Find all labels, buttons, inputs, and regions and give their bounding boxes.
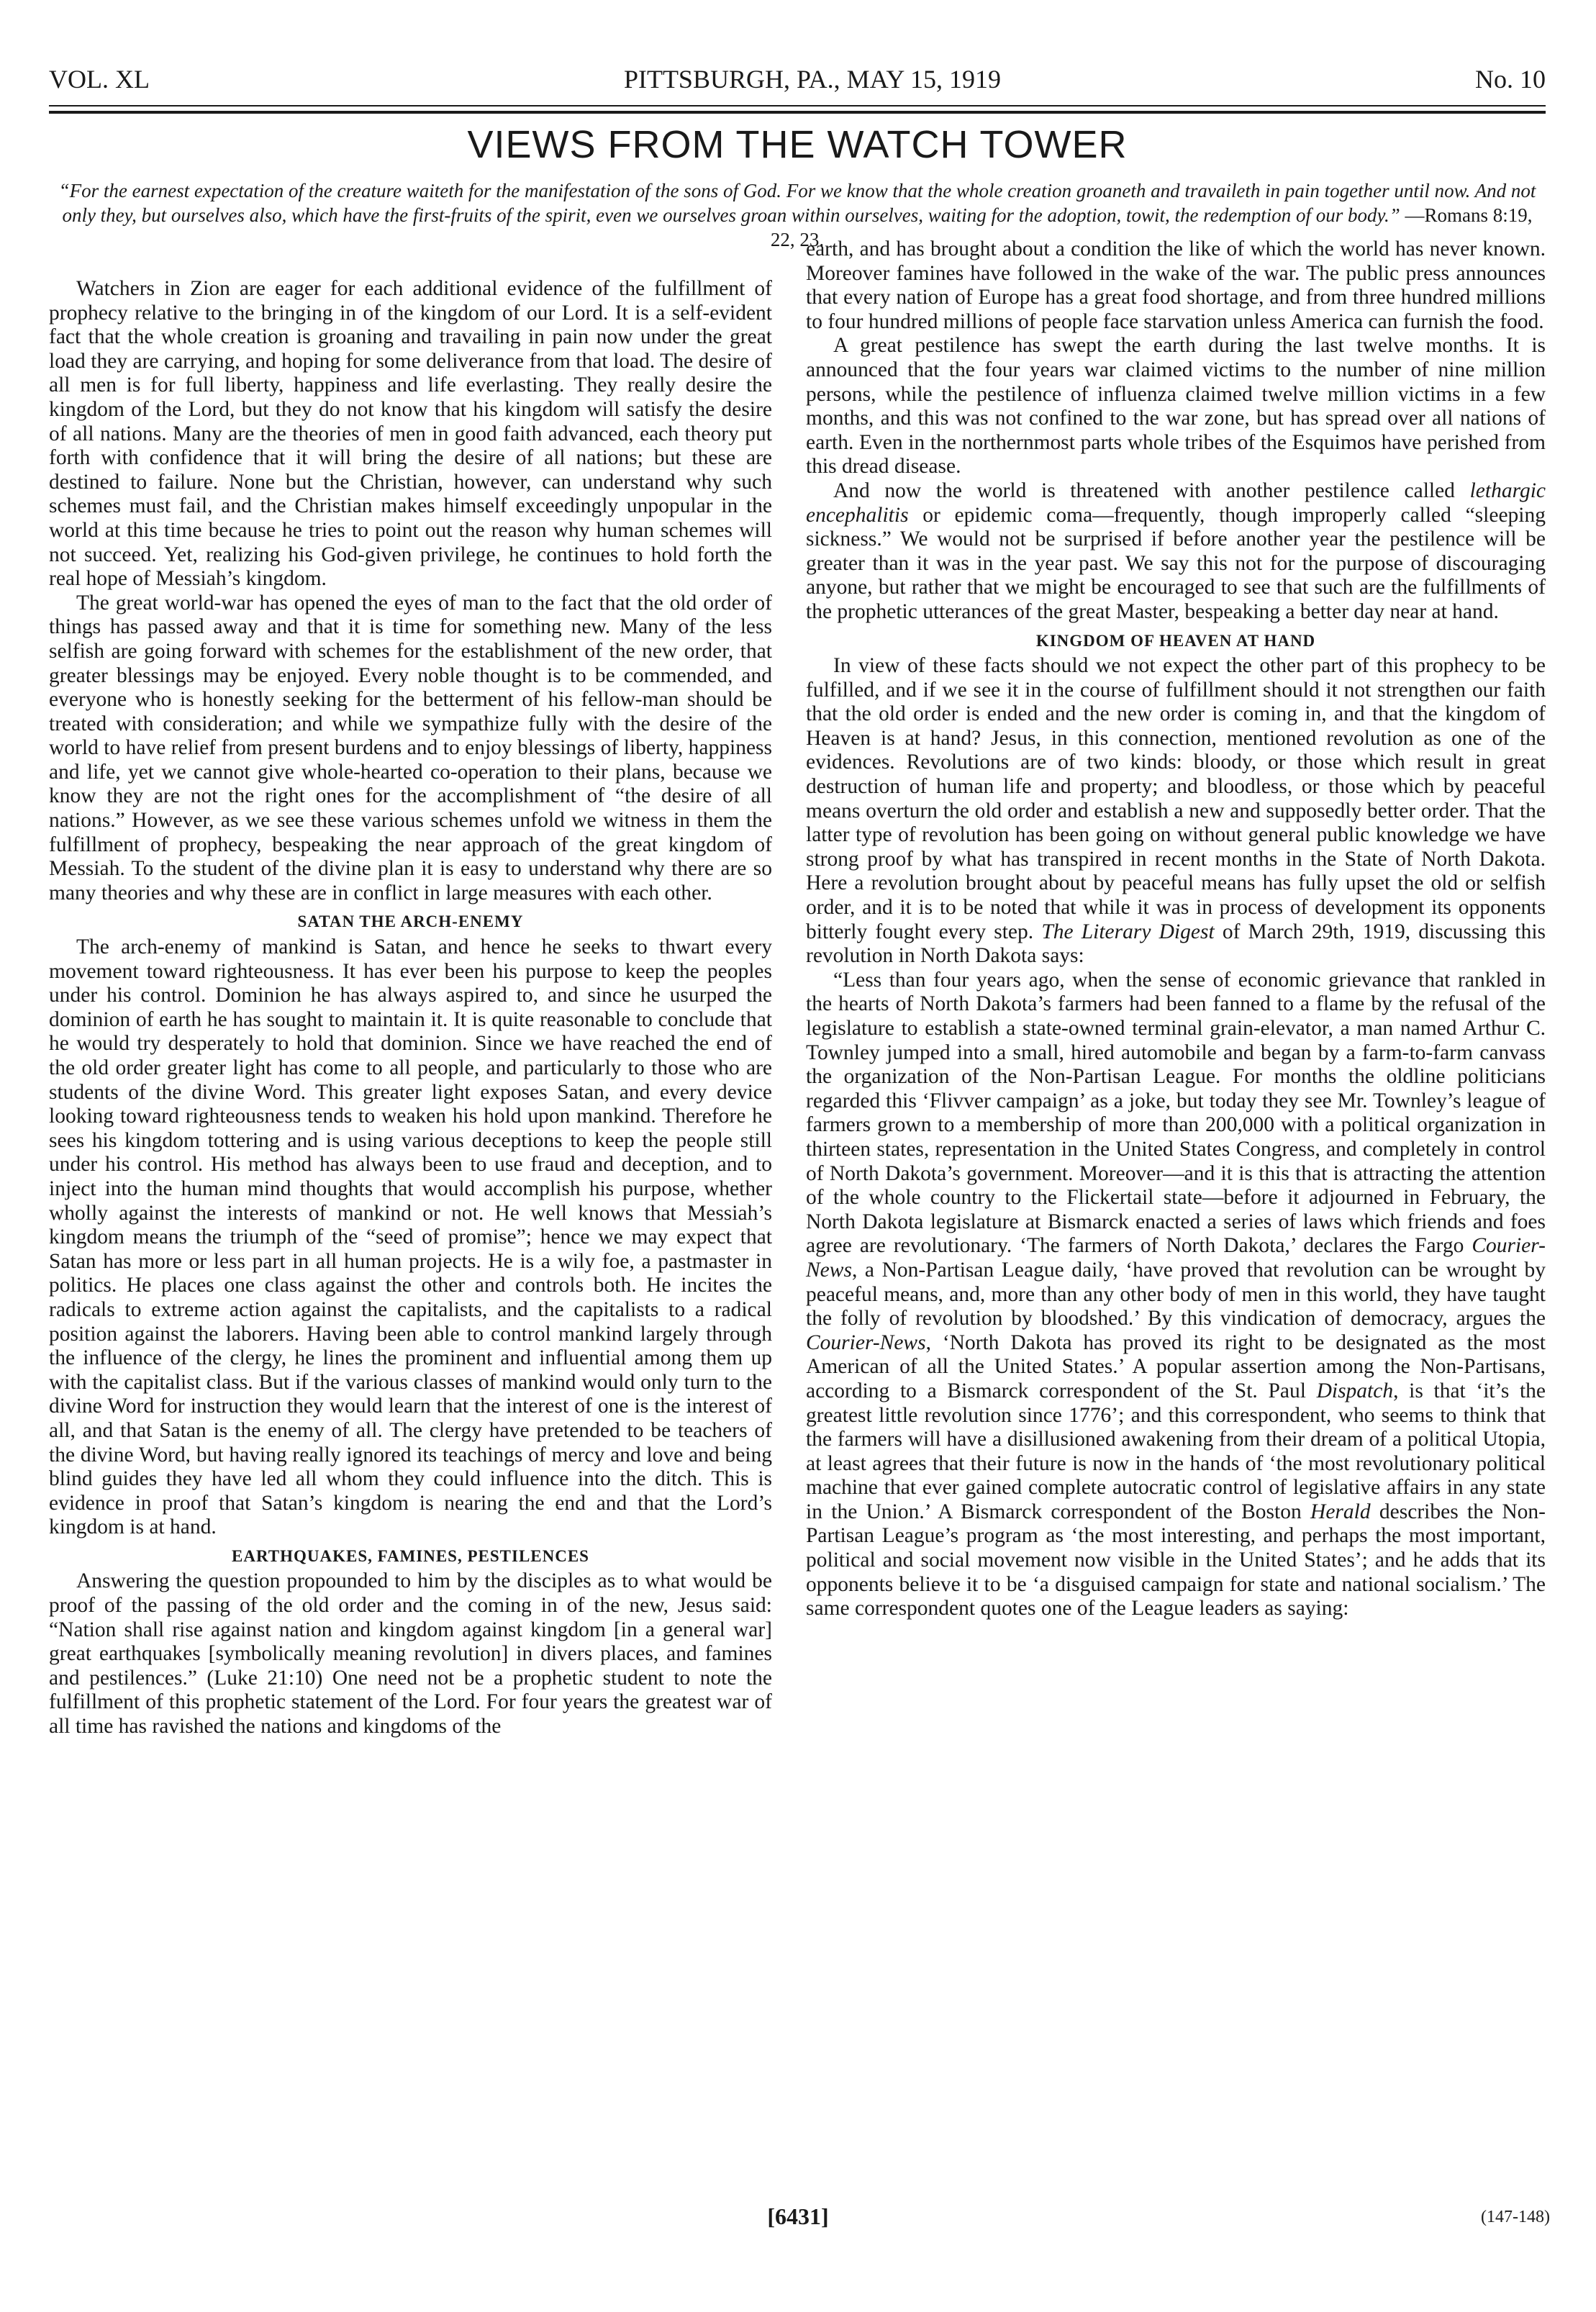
publication-title: Courier-News <box>806 1234 1546 1282</box>
text-run: or epidemic coma—frequently, though improperly called “sleeping sickness.” We would not be surprised if before another year the pestilence will be greater than it was in the year past. We say this not for the purpose of discouraging anyone, but rather that we might be encouraged to see that such are the fulfillments of the prophetic utterances of the great Master, bespeaking a better day near at hand. <box>806 503 1546 623</box>
epigraph-text: “For the earnest expectation of the creature waiteth for the manifestation of the sons of God. For we know that the whole creation groaneth and travaileth in pain together until now. And not only they, but ourselves also, which have the first-fruits of the spirit, even we ourselves groan within ourselves, waiting for the adoption, towit, the redemption of our body.” <box>58 180 1536 226</box>
quoted-paragraph <box>806 969 1546 1621</box>
text-run: of March 29th, 1919, discussing this revolution in North Dakota says: <box>806 920 1546 968</box>
masthead <box>49 56 1546 102</box>
page-title: VIEWS FROM THE WATCH TOWER <box>467 123 1128 166</box>
paragraph: The great world-war has opened the eyes of man to the fact that the old order of things has passed away and that it is time for something new. Many of the less selfish are going forward with schemes for the establishment of the new order, that greater blessings may be enjoyed. Every noble thought is to be commended, and everyone who is honestly seeking for the betterment of his fellow-man should be treated with consideration; and while we sympathize fully with the desire of the world to have relief from present burdens and to enjoy blessings of liberty, happiness and life, yet we cannot give whole-hearted co-operation to their plans, because we know they are not the right ones for the accomplishment of “the desire of all nations.” However, as we see these various schemes unfold we witness in them the fulfillment of prophecy, bespeaking the near approach of the great kingdom of Messiah. To the student of the divine plan it is easy to understand why there are so many theories and why these are in conflict in large measures with each other. <box>49 591 772 905</box>
text-run: describes the Non-Partisan League’s program as ‘the most interesting, and perhaps the most important, political and social movement now visible in the United States’; and he adds that its opponents believe it to be ‘a disguised campaign for state and national socialism.’ The same correspondent quotes one of the League leaders as saying: <box>806 1500 1546 1620</box>
text-run: And now the world is threatened with another pestilence called <box>833 479 1470 502</box>
section-heading: SATAN THE ARCH-ENEMY <box>297 912 524 931</box>
paragraph <box>806 654 1546 969</box>
paragraph <box>806 479 1546 625</box>
paragraph: Watchers in Zion are eager for each additional evidence of the fulfillment of prophecy relative to the bringing in of the kingdom of our Lord. It is a self-evident fact that the whole creation is groaning and travailing in pain now under the great load they are carrying, and hoping for some deliverance from that load. The desire of all men is for full liberty, happiness and life everlasting. They really desire the kingdom of the Lord, but they do not know that his kingdom will satisfy the desire of all nations. Many are the theories of men in good faith advanced, each theory put forth with confidence that it will bring the desire of all nations; but these are destined to failure. None but the Christian, however, can understand why such schemes must fail, and the Christian makes himself exceedingly unpopular in the world at this time because he tries to point out the reason why human schemes will not succeed. Yet, realizing his God-given privilege, he continues to hold forth the real hope of Messiah’s kingdom. <box>49 277 772 591</box>
paragraph: The arch-enemy of mankind is Satan, and hence he seeks to thwart every movement toward righteousness. It has ever been his purpose to keep the peoples under his control. Dominion he has always aspired to, and since he usurped the dominion of earth he has sought to maintain it. It is quite reasonable to conclude that he would try desperately to hold that dominion. Since we have reached the end of the old order greater light has come to all people, and particularly to those who are students of the divine Word. This greater light exposes Satan, and every device looking toward righteousness tends to weaken his hold upon mankind. Therefore he sees his kingdom tottering and is using various deceptions to keep the people still under his control. His method has always been to use fraud and deception, and to inject into the human mind thoughts that would accomplish his purpose, whether wholly against the interests of mankind or not. He well knows that Messiah’s kingdom means the triumph of the “seed of promise”; hence we may expect that Satan has more or less part in all human projects. He is a wily foe, a pastmaster in politics. He places one class against the other and controls both. He incites the radicals to extreme action against the capitalists, and the capitalists to a radical position against the laborers. Having been able to control mankind largely through the influence of the clergy, he lines the prominent and influential among them up with the capitalist class. But if the various classes of mankind would only turn to the divine Word for instruction they would learn that the interest of one is the interest of all, and that Satan is the enemy of all. The clergy have pretended to be teachers of the divine Word, but having really ignored its teachings of mercy and love and being blind guides they have led all whom they could influence into the ditch. This is evidence in proof that Satan’s kingdom is nearing the end and that the Lord’s kingdom is at hand. <box>49 935 772 1539</box>
header-rule-bottom <box>49 111 1546 114</box>
place-date: PITTSBURGH, PA., MAY 15, 1919 <box>623 65 1002 94</box>
page-reference: (147-148) <box>1481 2208 1550 2226</box>
publication-title: The Literary Digest <box>1041 920 1215 943</box>
text-run: , is that ‘it’s the greatest little revolution since 1776’; and this correspondent, who seems to think that the farmers will have a disillusioned awakening from their dream of a political Utopia, at least agrees that their future is now in the hands of ‘the most revolutionary political machine that ever gained complete autocratic control of legislative affairs in any state in the Union.’ A Bismarck correspondent of the Boston <box>806 1379 1546 1523</box>
section-heading: EARTHQUAKES, FAMINES, PESTILENCES <box>232 1546 589 1565</box>
publication-title: Dispatch <box>1316 1379 1394 1402</box>
text-run: “Less than four years ago, when the sense of economic grievance that rankled in the hearts of North Dakota’s farmers had been fanned to a flame by the refusal of the legislature to establish a state-owned terminal grain-elevator, a man named Arthur C. Townley jumped into a small, hired automobile and began by a farm-to-farm canvass the organization of the Non-Partisan League. For months the oldline politicians regarded this ‘Flivver campaign’ as a joke, but today they see Mr. Townley’s league of farmers grown to a membership of more than 200,000 with a political organization in thirteen states, representation in the United States Congress, and completely in control of North Dakota’s government. Moreover—and it is this that is attracting the attention of the whole country to the Flickertail state—before it adjourned in February, the North Dakota legislature at Bismarck enacted a series of laws which friends and foes agree are revolutionary. ‘The farmers of North Dakota,’ declares the Fargo <box>806 968 1546 1258</box>
paragraph: A great pestilence has swept the earth during the last twelve months. It is announced that the four years war claimed victims to the number of nine million persons, while the pestilence of influenza claimed twelve million victims in a few months, and this was not confined to the war zone, but has spread over all nations of earth. Even in the northernmost parts whole tribes of the Esquimos have perished from this dread disease. <box>806 334 1546 479</box>
paragraph: Answering the question propounded to him by the disciples as to what would be proof of the passing of the old order and the coming in of the new, Jesus said: “Nation shall rise against nation and kingdom against kingdom [in a general war] great earthquakes [symbolically meaning revolution] in divers places, and famines and pestilences.” (Luke 21:10) One need not be a prophetic student to note the fulfillment of this prophetic statement of the Lord. For four years the greatest war of all time has ravished the nations and kingdoms of the <box>49 1569 772 1738</box>
issue-number: No. 10 <box>1475 65 1546 94</box>
text-run: In view of these facts should we not expect the other part of this prophecy to be fulfilled, and if we see it in the course of fulfillment should it not strengthen our faith that the old order is ended and the new order is coming in, and that the kingdom of Heaven is at hand? Jesus, in this connection, mentioned revolution as one of the evidences. Revolutions are of two kinds: bloody, or those which result in great destruction of human life and property; and bloodless, or those which by peaceful means overturn the old order and establish a new and supposedly better order. That the latter type of revolution has been going on without general public knowledge we have strong proof by what has transpired in recent months in the State of North Dakota. Here a revolution brought about by peaceful means has fully upset the old or selfish order, and it is to be noted that while it was in process of development its opponents bitterly fought every step. <box>806 654 1546 943</box>
publication-title: Herald <box>1310 1500 1371 1523</box>
left-column <box>49 277 772 1739</box>
epigraph-citation: —Romans 8:19, 22, 23. <box>770 204 1533 250</box>
header-rule-top <box>49 105 1546 106</box>
text-run: , a Non-Partisan League daily, ‘have proved that revolution can be wrought by peaceful means, and, more than any other body of men in this world, they have taught the folly of revolution by bloodshed.’ By this vindication of democracy, argues the <box>806 1258 1546 1330</box>
volume-label: VOL. XL <box>49 65 150 94</box>
right-column <box>806 237 1546 1621</box>
paragraph: earth, and has brought about a condition the like of which the world has never known. Moreover famines have followed in the wake of the war. The public press announces that every nation of Europe has a great food shortage, and from three hundred millions to four hundred millions of people face starvation unless America can furnish the food. <box>806 237 1546 333</box>
page-number: [6431] <box>767 2203 829 2229</box>
publication-title: Courier-News <box>806 1330 926 1354</box>
section-heading: KINGDOM OF HEAVEN AT HAND <box>1035 631 1316 650</box>
disease-name: lethargic encephalitis <box>806 479 1546 527</box>
text-run: , ‘North Dakota has proved its right to be designated as the most American of all the United States.’ A popular assertion among the Non-Partisans, according to a Bismarck correspondent of the St. Paul <box>806 1330 1546 1402</box>
